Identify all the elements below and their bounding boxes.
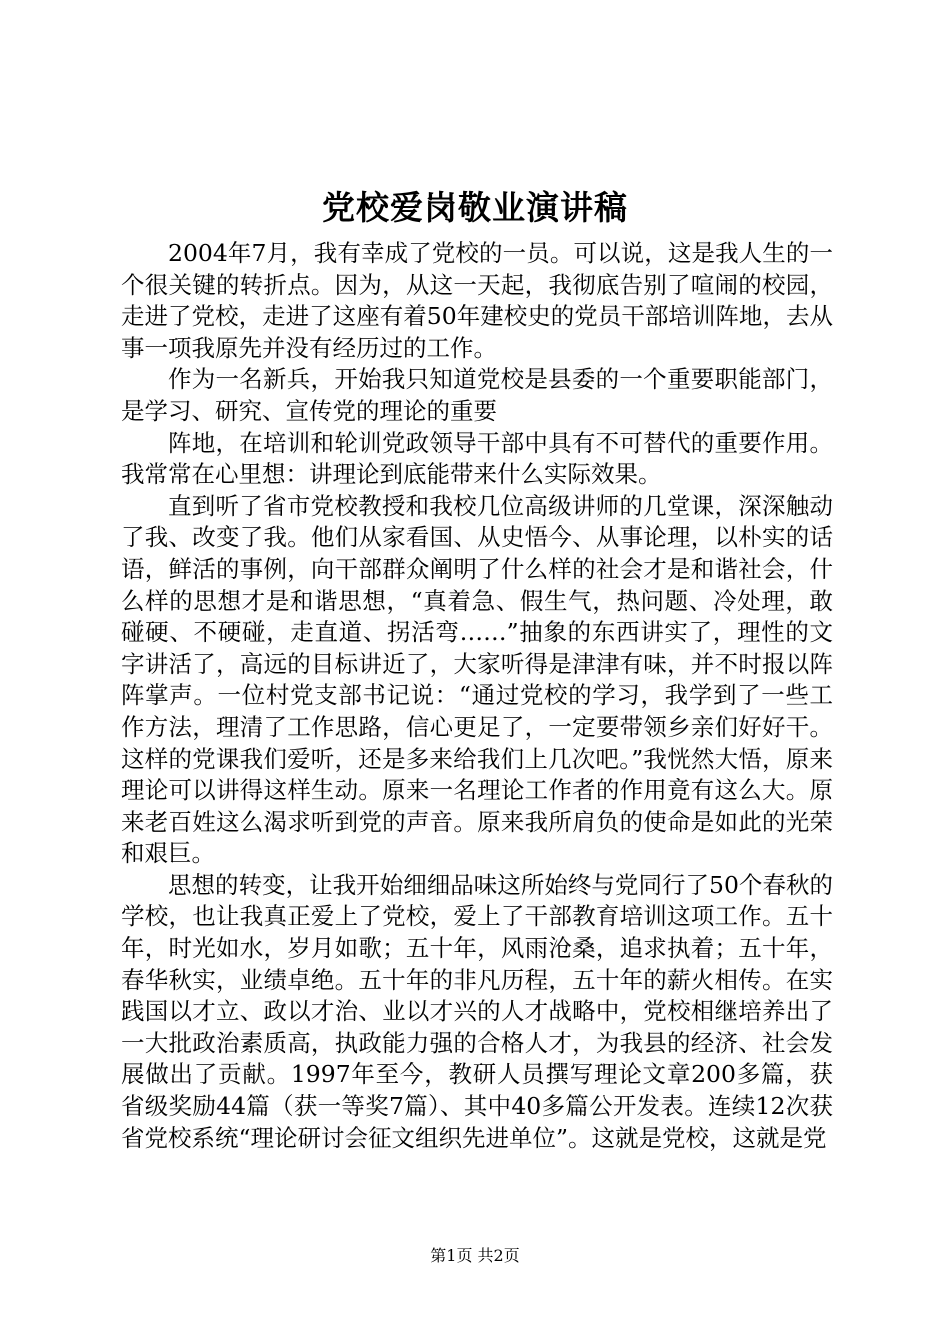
paragraph-5: 思想的转变，让我开始细细品味这所始终与党同行了50个春秋的学校，也让我真正爱上了党校，爱上了干部教育培训这项工作。五十年，时光如水，岁月如歌；五十年，风雨沧桑，追求执着；五十年，春华秋实，业绩卓绝。五十年的非凡历程，五十年的薪火相传。在实践国以才立、政以才治、业以才兴的人才战略中，党校相继培养出了一大批政治素质高，执政能力强的合格人才，为我县的经济、社会发展做出了贡献。1997年至今，教研人员撰写理论文章200多篇，获省级奖励44篇（获一等奖7篇）、其中40多篇公开发表。连续12次获省党校系统“理论研讨会征文组织先进单位”。这就是党校，这就是党 [121, 870, 833, 1152]
document-body [121, 238, 833, 1154]
paragraph-1: 2004年7月，我有幸成了党校的一员。可以说，这是我人生的一个很关键的转折点。因为，从这一天起，我彻底告别了喧闹的校园，走进了党校，走进了这座有着50年建校史的党员干部培训阵地，去从事一项我原先并没有经历过的工作。 [121, 239, 833, 362]
document-title: 党校爱岗敬业演讲稿 [322, 188, 628, 227]
paragraph-3: 阵地，在培训和轮训党政领导干部中具有不可替代的重要作用。我常常在心里想：讲理论到底能带来什么实际效果。 [121, 428, 833, 489]
paragraph-4: 直到听了省市党校教授和我校几位高级讲师的几堂课，深深触动了我、改变了我。他们从家看国、从史悟今、从事论理，以朴实的话语，鲜活的事例，向干部群众阐明了什么样的社会才是和谐社会，什么样的思想才是和谐思想，“真着急、假生气，热问题、冷处理，敢碰硬、不硬碰，走直道、拐活弯……”抽象的东西讲实了，理性的文字讲活了，高远的目标讲近了，大家听得是津津有味，并不时报以阵阵掌声。一位村党支部书记说：“通过党校的学习，我学到了一些工作方法，理清了工作思路，信心更足了，一定要带领乡亲们好好干。这样的党课我们爱听，还是多来给我们上几次吧。”我恍然大悟，原来理论可以讲得这样生动。原来一名理论工作者的作用竟有这么大。原来老百姓这么渴求听到党的声音。原来我所肩负的使命是如此的光荣和艰巨。 [121, 491, 833, 868]
page-number-footer: 第1页 共2页 [430, 1246, 520, 1265]
paragraph-2: 作为一名新兵，开始我只知道党校是县委的一个重要职能部门，是学习、研究、宣传党的理论的重要 [121, 365, 833, 425]
